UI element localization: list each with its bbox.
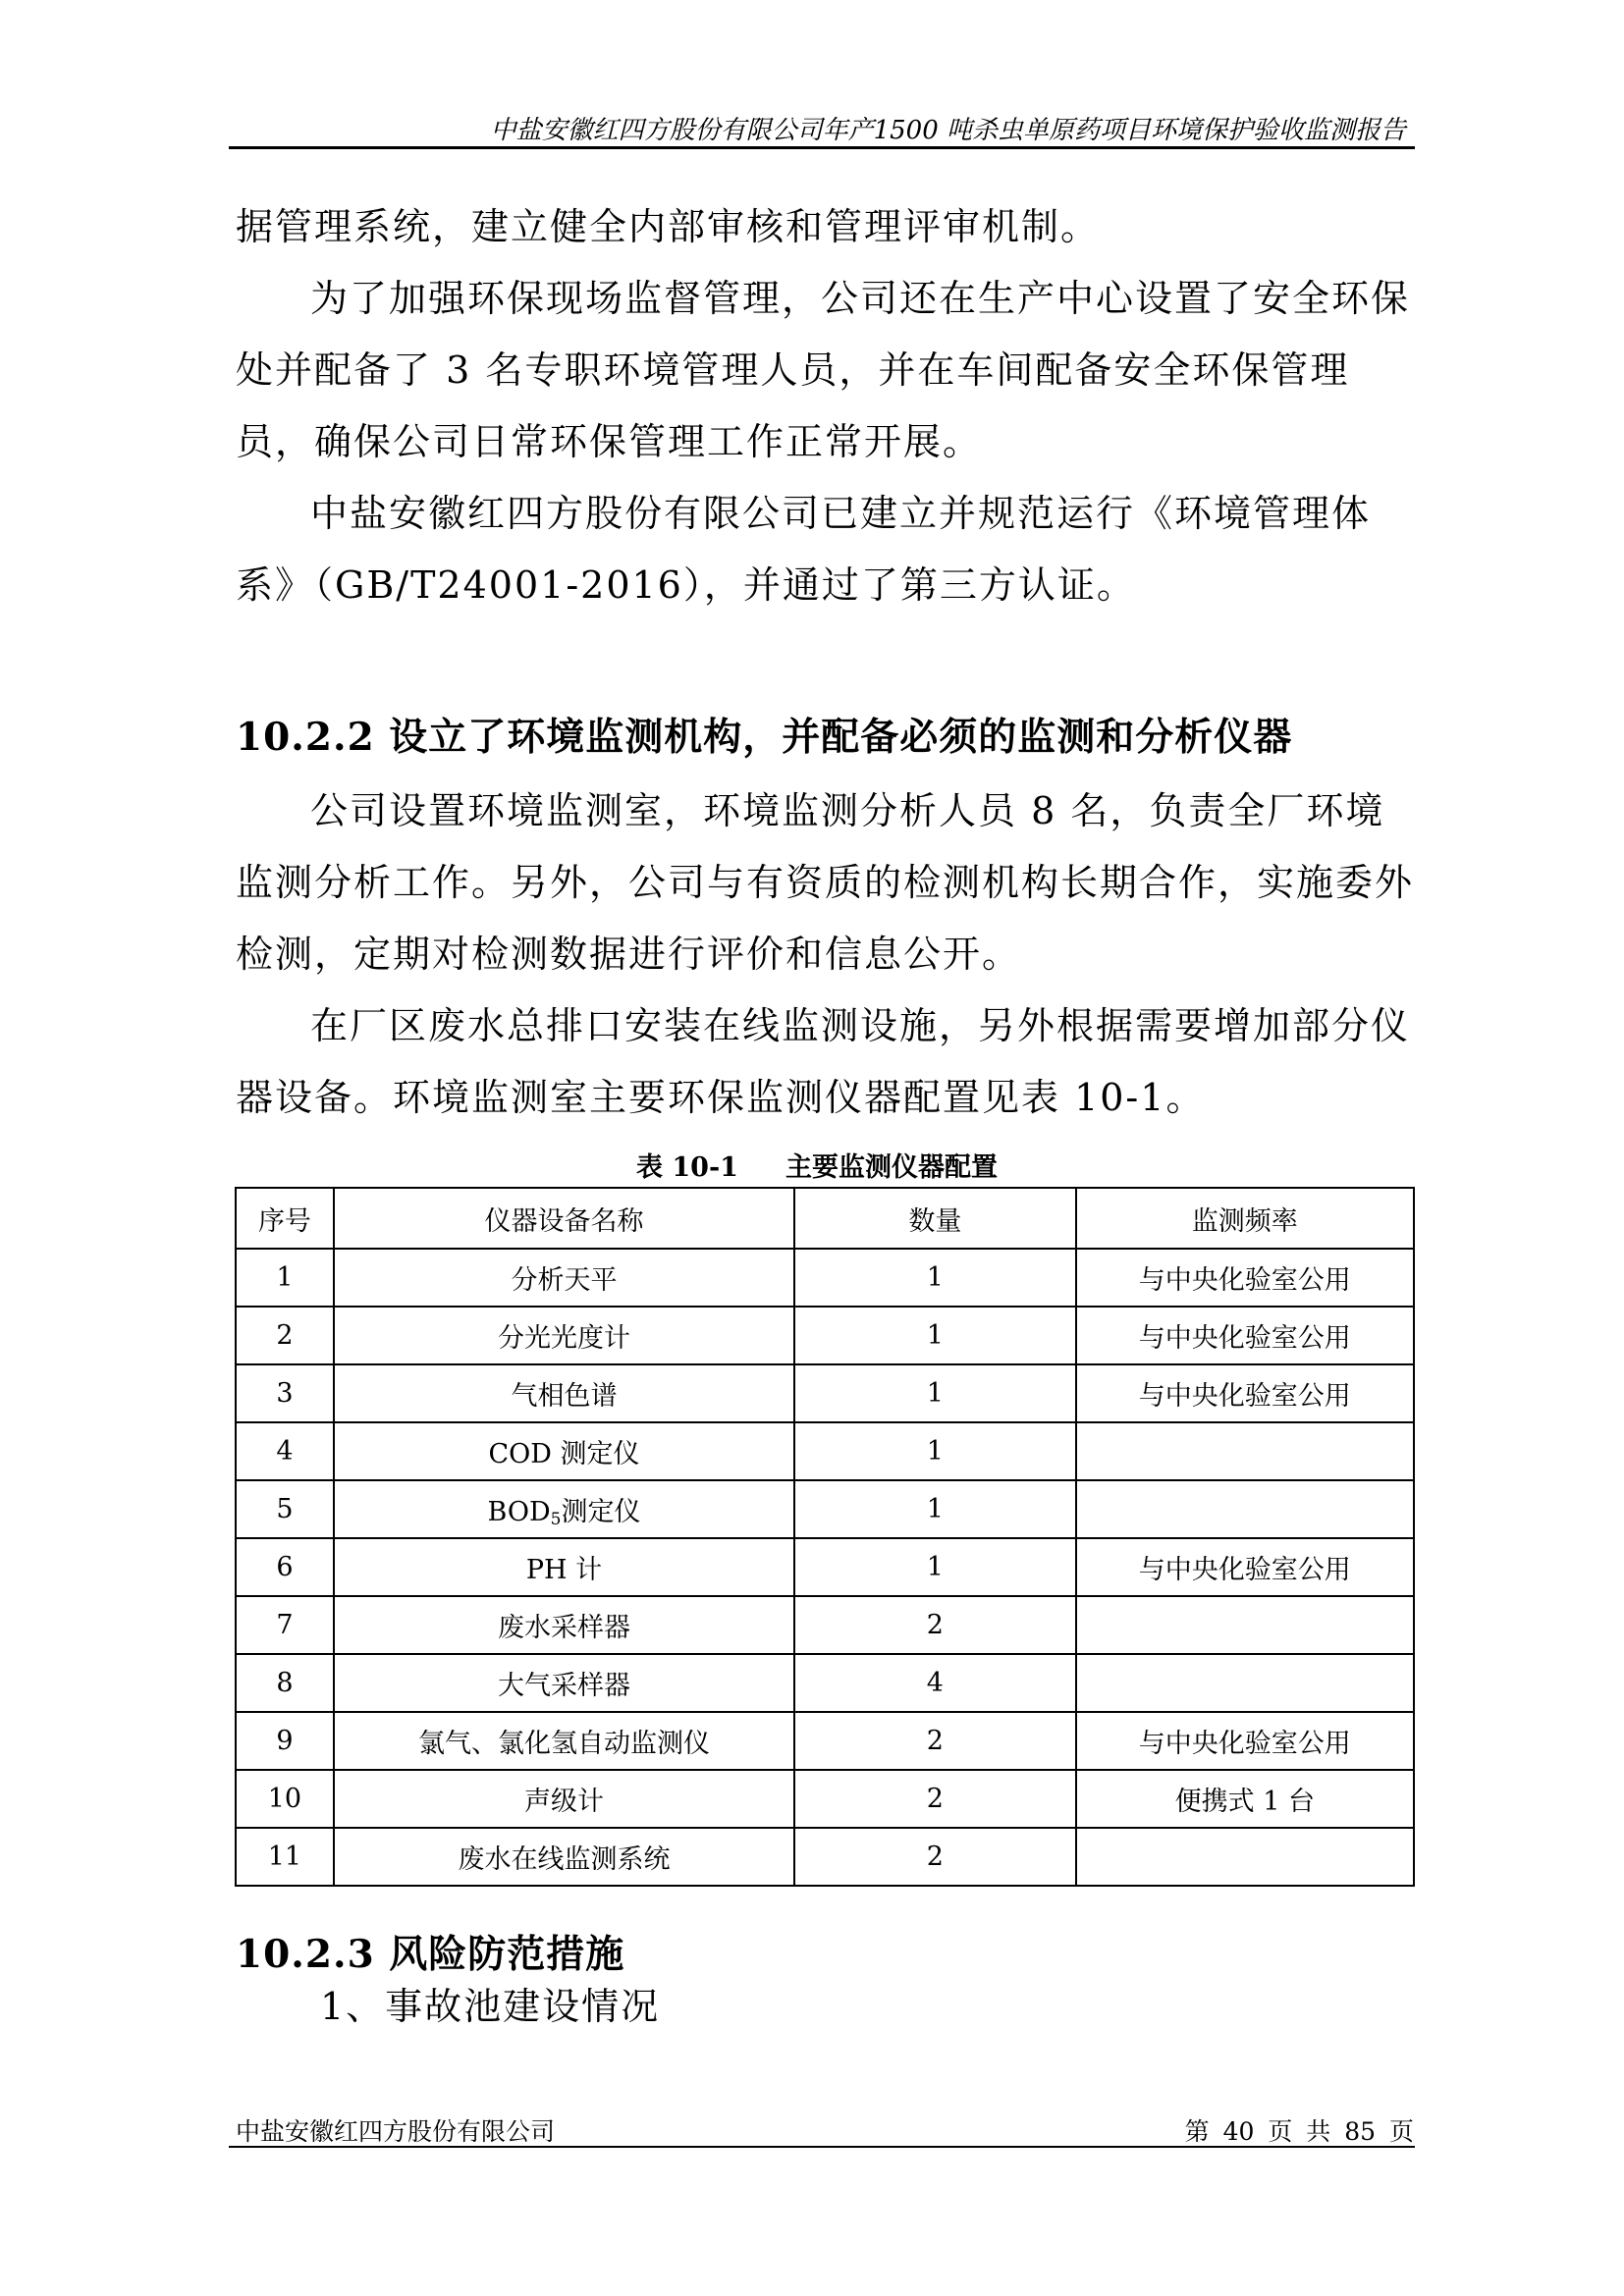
cell-freq bbox=[1076, 1828, 1414, 1886]
header-rule bbox=[229, 146, 1415, 149]
cell-no: 9 bbox=[236, 1712, 334, 1770]
cell-no: 11 bbox=[236, 1828, 334, 1886]
table-header-row bbox=[236, 1188, 1414, 1249]
cell-no: 10 bbox=[236, 1770, 334, 1828]
cell-name: 声级计 bbox=[334, 1770, 794, 1828]
cell-no: 4 bbox=[236, 1422, 334, 1480]
header-title: 中盐安徽红四方股份有限公司年产1500 吨杀虫单原药项目环境保护验收监测报告 bbox=[490, 116, 1406, 145]
table-caption-title: 主要监测仪器配置 bbox=[785, 1152, 998, 1183]
cell-freq: 与中央化验室公用 bbox=[1076, 1307, 1414, 1364]
cell-freq: 与中央化验室公用 bbox=[1076, 1364, 1414, 1422]
cell-name: 大气采样器 bbox=[334, 1654, 794, 1712]
table-row bbox=[236, 1770, 1414, 1828]
footer-rule bbox=[229, 2146, 1415, 2148]
header-freq: 监测频率 bbox=[1076, 1188, 1414, 1249]
paragraph-supervision: 为了加强环保现场监督管理，公司还在生产中心设置了安全环保处并配备了 3 名专职环境管理人员，并在车间配备安全环保管理员，确保公司日常环保管理工作正常开展。 bbox=[236, 277, 1411, 463]
table-row bbox=[236, 1364, 1414, 1422]
cell-freq bbox=[1076, 1596, 1414, 1654]
header-no: 序号 bbox=[236, 1188, 334, 1249]
cell-qty: 1 bbox=[794, 1307, 1075, 1364]
cell-name: 气相色谱 bbox=[334, 1364, 794, 1422]
cell-freq bbox=[1076, 1654, 1414, 1712]
cell-name: 分光光度计 bbox=[334, 1307, 794, 1364]
cell-no: 1 bbox=[236, 1249, 334, 1307]
cell-name: 废水在线监测系统 bbox=[334, 1828, 794, 1886]
cell-name: PH 计 bbox=[334, 1538, 794, 1596]
table-row bbox=[236, 1422, 1414, 1480]
list-item-accident-pool: 1、事故池建设情况 bbox=[320, 1985, 661, 2028]
cell-freq: 与中央化验室公用 bbox=[1076, 1712, 1414, 1770]
cell-no: 6 bbox=[236, 1538, 334, 1596]
footer-page-info: 第 40 页 共 85 页 bbox=[1184, 2117, 1414, 2146]
cell-qty: 2 bbox=[794, 1712, 1075, 1770]
bod-text: BOD bbox=[487, 1496, 551, 1527]
section-heading-10-2-3: 10.2.3 风险防范措施 bbox=[236, 1932, 625, 1977]
cell-name: 氯气、氯化氢自动监测仪 bbox=[334, 1712, 794, 1770]
cell-name: COD 测定仪 bbox=[334, 1422, 794, 1480]
cell-qty: 4 bbox=[794, 1654, 1075, 1712]
cell-no: 2 bbox=[236, 1307, 334, 1364]
table-row bbox=[236, 1307, 1414, 1364]
table-row bbox=[236, 1249, 1414, 1307]
cell-freq bbox=[1076, 1422, 1414, 1480]
bod-suffix: 测定仪 bbox=[561, 1496, 641, 1527]
top-paragraphs bbox=[236, 191, 1424, 621]
bod-subscript: 5 bbox=[550, 1509, 562, 1529]
paragraph-continuation: 据管理系统，建立健全内部审核和管理评审机制。 bbox=[236, 205, 1101, 248]
cell-name: 废水采样器 bbox=[334, 1596, 794, 1654]
cell-no: 8 bbox=[236, 1654, 334, 1712]
table-row bbox=[236, 1712, 1414, 1770]
cell-qty: 1 bbox=[794, 1364, 1075, 1422]
table-row bbox=[236, 1654, 1414, 1712]
footer-company: 中盐安徽红四方股份有限公司 bbox=[236, 2117, 556, 2146]
table-caption bbox=[636, 1146, 998, 1184]
section-heading-10-2-2: 10.2.2 设立了环境监测机构，并配备必须的监测和分析仪器 bbox=[236, 715, 1293, 760]
paragraph-monitoring-room: 公司设置环境监测室，环境监测分析人员 8 名，负责全厂环境监测分析工作。另外，公司与有资质的检测机构长期合作，实施委外检测，定期对检测数据进行评价和信息公开。 bbox=[236, 789, 1415, 976]
cell-qty: 1 bbox=[794, 1249, 1075, 1307]
cell-no: 5 bbox=[236, 1480, 334, 1538]
cell-qty: 1 bbox=[794, 1538, 1075, 1596]
table-row bbox=[236, 1596, 1414, 1654]
header-qty: 数量 bbox=[794, 1188, 1075, 1249]
cell-qty: 2 bbox=[794, 1596, 1075, 1654]
table-caption-number: 表 10-1 bbox=[636, 1152, 738, 1183]
table-row bbox=[236, 1538, 1414, 1596]
cell-freq bbox=[1076, 1480, 1414, 1538]
header-name: 仪器设备名称 bbox=[334, 1188, 794, 1249]
table-row bbox=[236, 1480, 1414, 1538]
section-10-2-2-paragraphs bbox=[236, 775, 1424, 1134]
cell-freq: 与中央化验室公用 bbox=[1076, 1538, 1414, 1596]
table-row bbox=[236, 1828, 1414, 1886]
paragraph-online-monitoring: 在厂区废水总排口安装在线监测设施，另外根据需要增加部分仪器设备。环境监测室主要环保监测仪器配置见表 10-1。 bbox=[236, 1004, 1411, 1119]
instrument-table bbox=[235, 1187, 1415, 1887]
cell-qty: 2 bbox=[794, 1770, 1075, 1828]
cell-name bbox=[334, 1480, 794, 1538]
cell-qty: 1 bbox=[794, 1422, 1075, 1480]
cell-freq: 便携式 1 台 bbox=[1076, 1770, 1414, 1828]
paragraph-management-system: 中盐安徽红四方股份有限公司已建立并规范运行《环境管理体系》（GB/T24001-2016），并通过了第三方认证。 bbox=[236, 492, 1372, 607]
cell-qty: 1 bbox=[794, 1480, 1075, 1538]
cell-no: 7 bbox=[236, 1596, 334, 1654]
cell-name: 分析天平 bbox=[334, 1249, 794, 1307]
cell-freq: 与中央化验室公用 bbox=[1076, 1249, 1414, 1307]
cell-qty: 2 bbox=[794, 1828, 1075, 1886]
cell-no: 3 bbox=[236, 1364, 334, 1422]
